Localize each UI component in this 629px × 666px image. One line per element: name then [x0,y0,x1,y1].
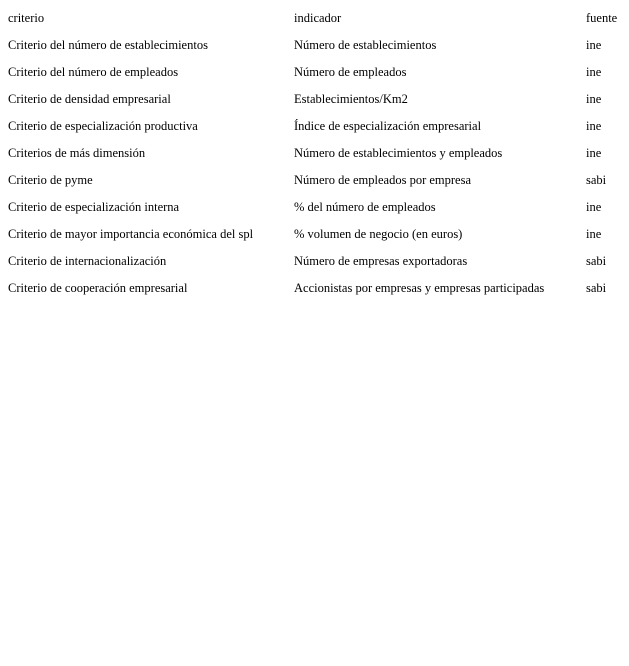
cell-indicador: Número de establecimientos [294,38,437,52]
cell-criterio: Criterio de especialización productiva [8,119,198,133]
table-row [0,220,629,247]
cell-fuente: sabi [586,173,607,187]
cell-fuente: sabi [586,281,607,295]
table-row [0,85,629,112]
table-row [0,139,629,166]
cell-criterio: Criterio del número de establecimientos [8,38,208,52]
cell-fuente: sabi [586,254,607,268]
cell-fuente: ine [586,200,602,214]
cell-fuente: ine [586,146,602,160]
cell-fuente: ine [586,38,602,52]
cell-indicador: Índice de especialización empresarial [294,119,482,133]
table-row [0,58,629,85]
cell-criterio: Criterio de pyme [8,173,93,187]
cell-indicador: Número de empresas exportadoras [294,254,468,268]
cell-fuente: ine [586,227,602,241]
cell-indicador: Número de establecimientos y empleados [294,146,503,160]
cell-indicador: Número de empleados [294,65,407,79]
cell-criterio: Criterio del número de empleados [8,65,179,79]
cell-criterio: Criterio de cooperación empresarial [8,281,188,295]
cell-indicador: Accionistas por empresas y empresas participadas [294,281,545,295]
header-fuente: fuente [586,11,618,25]
table-row [0,193,629,220]
table-row [0,112,629,139]
cell-fuente: ine [586,119,602,133]
cell-indicador: Número de empleados por empresa [294,173,472,187]
table-row [0,31,629,58]
table-row [0,166,629,193]
header-indicador: indicador [294,11,342,25]
cell-indicador: % volumen de negocio (en euros) [294,227,463,241]
data-table [0,4,629,301]
cell-fuente: ine [586,65,602,79]
cell-criterio: Criterios de más dimensión [8,146,146,160]
cell-criterio: Criterio de internacionalización [8,254,167,268]
table-header-row [0,4,629,31]
cell-indicador: % del número de empleados [294,200,436,214]
table-row [0,274,629,301]
cell-criterio: Criterio de especialización interna [8,200,180,214]
cell-criterio: Criterio de mayor importancia económica del spl [8,227,254,241]
table-row [0,247,629,274]
cell-fuente: ine [586,92,602,106]
header-criterio: criterio [8,11,45,25]
cell-criterio: Criterio de densidad empresarial [8,92,171,106]
cell-indicador: Establecimientos/Km2 [294,92,408,106]
